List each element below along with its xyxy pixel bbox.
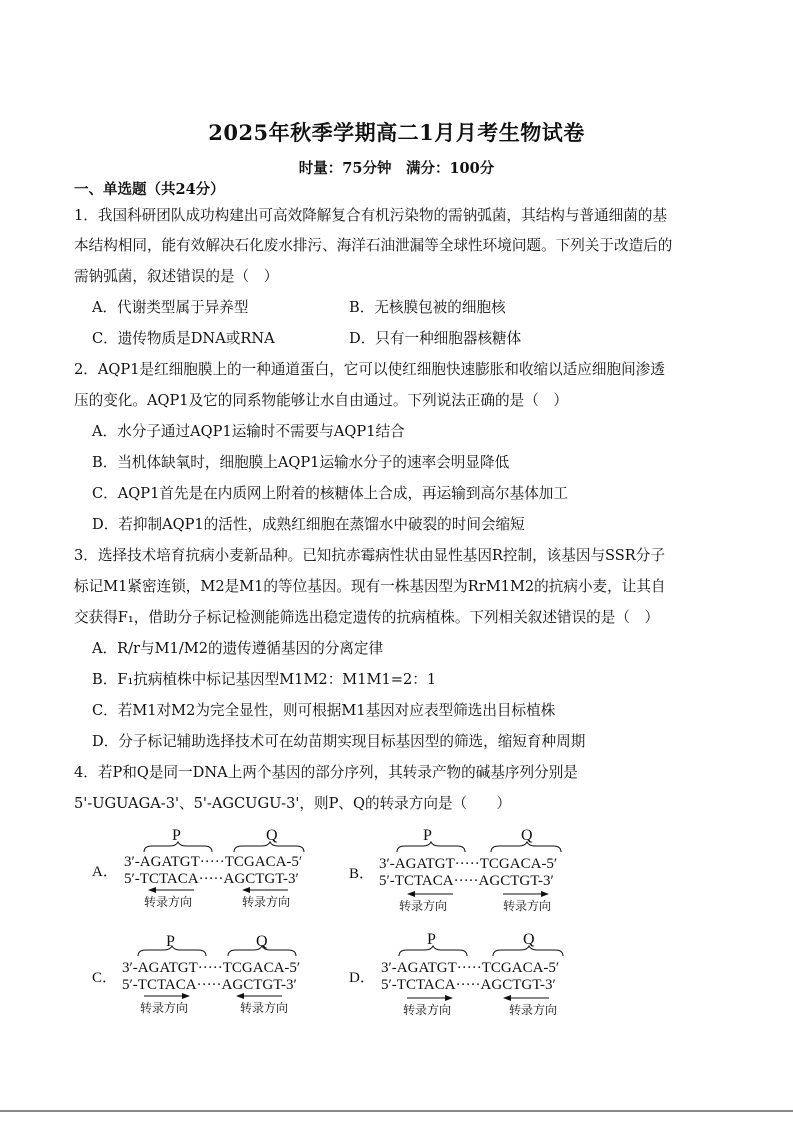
- page-title: 2025年秋季学期高二1月月考生物试卷: [208, 120, 585, 145]
- question-1-option-a[interactable]: A．代谢类型属于异养型: [92, 299, 249, 316]
- strand-bottom: 5′-TCTACA·····AGCTGT-3′: [379, 873, 554, 889]
- p-direction-label: 转录方向: [403, 1003, 452, 1017]
- strand-top: 3′-AGATGT·····TCGACA-5′: [124, 854, 303, 870]
- question-2-line-2: 压的变化。AQP1及它的同系物能够让水自由通过。下列说法正确的是（ ）: [74, 392, 569, 409]
- strand-bottom: 5′-TCTACA·····AGCTGT-3′: [381, 977, 556, 993]
- dna-diagram-d: [349, 930, 599, 1022]
- option-letter: C．: [92, 970, 118, 986]
- option-letter: B．: [349, 866, 375, 882]
- p-direction-label: 转录方向: [140, 1001, 189, 1015]
- gene-q-label: Q: [521, 827, 533, 844]
- brace-q: [234, 842, 304, 852]
- question-3-option-d[interactable]: D．分子标记辅助选择技术可在幼苗期实现目标基因型的筛选，缩短育种周期: [92, 733, 586, 750]
- q-direction-label: 转录方向: [240, 1001, 289, 1015]
- q-arrow-left: [242, 887, 288, 893]
- question-4-option-d[interactable]: [349, 930, 599, 1022]
- question-2-option-b[interactable]: B．当机体缺氧时，细胞膜上AQP1运输水分子的速率会明显降低: [92, 454, 510, 471]
- question-1-option-b[interactable]: B．无核膜包被的细胞核: [349, 299, 506, 316]
- page-bottom-divider: [0, 1110, 793, 1112]
- question-4-option-a[interactable]: [92, 826, 332, 916]
- question-4-option-b[interactable]: [349, 826, 599, 918]
- option-letter: A．: [92, 864, 118, 880]
- p-arrow-right: [144, 993, 190, 999]
- question-3-line-3: 交获得F₁，借助分子标记检测能筛选出稳定遗传的抗病植株。下列相关叙述错误的是（ ）: [74, 609, 660, 626]
- gene-p-label: P: [172, 827, 181, 844]
- gene-q-label: Q: [523, 931, 535, 948]
- q-arrow-right: [503, 891, 549, 897]
- gene-p-label: P: [423, 827, 432, 844]
- gene-q-label: Q: [266, 827, 278, 844]
- q-direction-label: 转录方向: [503, 899, 552, 913]
- q-direction-label: 转录方向: [509, 1003, 558, 1017]
- strand-top: 3′-AGATGT·····TCGACA-5′: [379, 856, 558, 872]
- question-4-line-1: 4．若P和Q是同一DNA上两个基因的部分序列，其转录产物的碱基序列分别是: [74, 764, 578, 781]
- question-3-line-2: 标记M1紧密连锁，M2是M1的等位基因。现有一株基因型为RrM1M2的抗病小麦，让其自: [74, 578, 666, 595]
- brace-q: [491, 842, 561, 852]
- strand-bottom: 5′-TCTACA·····AGCTGT-3′: [122, 977, 297, 993]
- gene-q-label: Q: [256, 933, 268, 950]
- dna-diagram-a: [92, 826, 332, 916]
- section-heading: 一、单选题（共24分）: [74, 181, 225, 198]
- question-1-line-2: 本结构相同，能有效解决石化废水排污、海洋石油泄漏等全球性环境问题。下列关于改造后的: [74, 237, 673, 254]
- question-1-option-d[interactable]: D．只有一种细胞器核糖体: [349, 330, 522, 347]
- strand-top: 3′-AGATGT·····TCGACA-5′: [381, 960, 560, 976]
- dna-diagram-c: [92, 932, 332, 1020]
- question-2-option-d[interactable]: D．若抑制AQP1的活性，成熟红细胞在蒸馏水中破裂的时间会缩短: [92, 516, 525, 533]
- question-3-line-1: 3．选择技术培育抗病小麦新品种。已知抗赤霉病性状由显性基因R控制，该基因与SSR分子: [74, 547, 665, 564]
- strand-bottom: 5′-TCTACA·····AGCTGT-3′: [124, 871, 299, 887]
- question-1-line-3: 需钠弧菌，叙述错误的是（ ）: [74, 268, 279, 285]
- question-4-option-c[interactable]: [92, 932, 332, 1020]
- question-3-option-b[interactable]: B．F₁抗病植株中标记基因型M1M2：M1M1=2：1: [92, 671, 437, 688]
- dna-diagram-b: [349, 826, 599, 918]
- question-3-option-c[interactable]: C．若M1对M2为完全显性，则可根据M1基因对应表型筛选出目标植株: [92, 702, 556, 719]
- p-arrow-left: [407, 891, 453, 897]
- question-2-option-a[interactable]: A．水分子通过AQP1运输时不需要与AQP1结合: [92, 423, 405, 440]
- q-arrow-left: [503, 995, 549, 1001]
- question-2-line-1: 2．AQP1是红细胞膜上的一种通道蛋白，它可以使红细胞快速膨胀和收缩以适应细胞间渗透: [74, 361, 665, 378]
- option-letter: D．: [349, 970, 375, 986]
- question-1-line-1: 1．我国科研团队成功构建出可高效降解复合有机污染物的需钠弧菌，其结构与普通细菌的基: [74, 207, 668, 224]
- exam-info: 时量：75分钟 满分：100分: [298, 160, 495, 177]
- question-3-option-a[interactable]: A．R/r与M1/M2的遗传遵循基因的分离定律: [92, 640, 384, 657]
- question-4-line-2: 5'-UGUAGA-3'、5'-AGCUGU-3'，则P、Q的转录方向是（ ）: [74, 795, 511, 812]
- strand-top: 3′-AGATGT·····TCGACA-5′: [122, 960, 301, 976]
- q-direction-label: 转录方向: [242, 895, 291, 909]
- p-arrow-right: [407, 995, 453, 1001]
- question-2-option-c[interactable]: C．AQP1首先是在内质网上附着的核糖体上合成，再运输到高尔基体加工: [92, 485, 568, 502]
- gene-p-label: P: [166, 933, 175, 950]
- p-direction-label: 转录方向: [399, 899, 448, 913]
- p-arrow-left: [148, 887, 194, 893]
- q-arrow-left: [236, 993, 282, 999]
- p-direction-label: 转录方向: [144, 895, 193, 909]
- brace-q: [493, 946, 563, 956]
- question-1-option-c[interactable]: C．遗传物质是DNA或RNA: [92, 330, 275, 347]
- gene-p-label: P: [427, 931, 436, 948]
